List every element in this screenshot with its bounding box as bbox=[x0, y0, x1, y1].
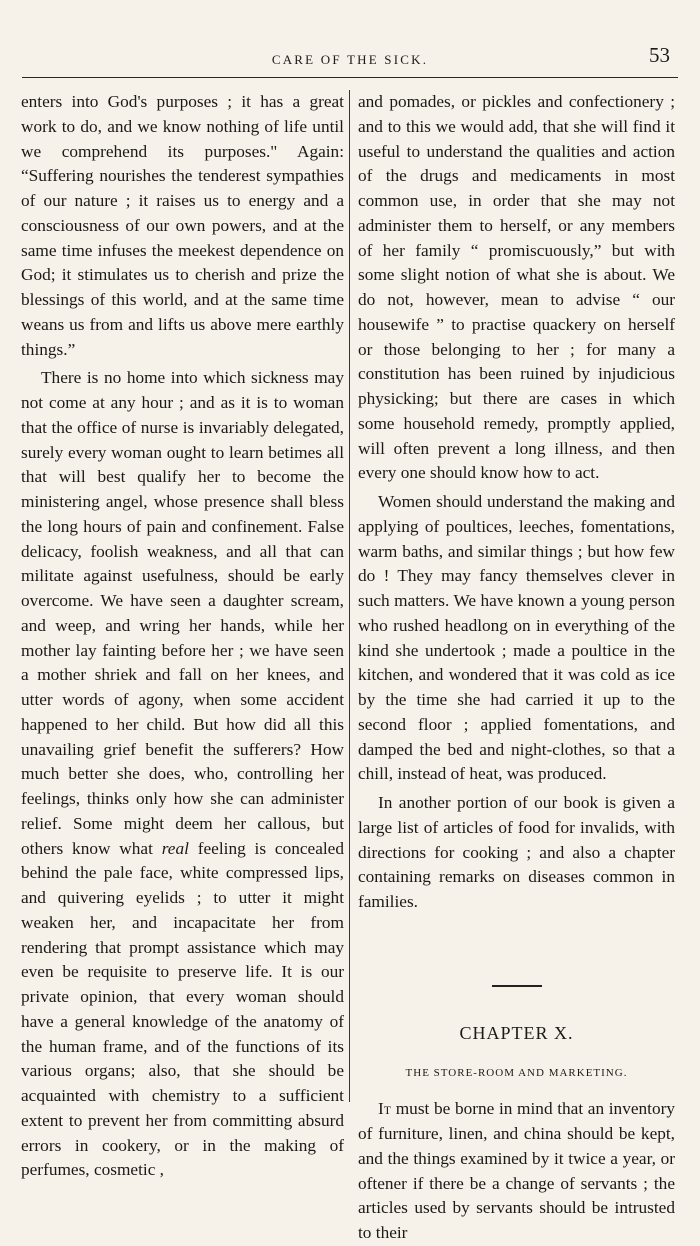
right-paragraph-4 bbox=[358, 1097, 675, 1246]
right-column bbox=[358, 90, 675, 1246]
left-paragraph-2 bbox=[21, 366, 344, 1183]
right-paragraph-4-text: must be borne in mind that an inventory of furniture, linen, and china should be kept, and the things examined by it twice a year, or oftener if there be a change of servants ; the articles used by servants should be intrusted to their bbox=[358, 1099, 675, 1242]
chapter-subtitle: THE STORE-ROOM AND MARKETING. bbox=[405, 1066, 628, 1079]
right-paragraph-1: and pomades, or pickles and confectionery ; and to this we would add, that she will find it useful to understand the qualities and action of the drugs and medicaments in most common use, in order that she may not administer them to herself, or any members of her family “ promiscuously,” but with some slight notion of what she is about. We do not, however, mean to advise “ our housewife ” to practise quackery on herself or those belonging to her ; for many a constitution has been ruined by injudicious physicking; but there are cases in which some household remedy, promptly applied, will often prevent a long illness, and then every one should know how to act. bbox=[358, 92, 675, 483]
right-paragraph-3: In another portion of our book is given a large list of articles of food for invalids, with directions for cooking ; and also a chapter containing remarks on diseases common in families. bbox=[358, 793, 675, 911]
opening-word: It bbox=[378, 1099, 392, 1119]
right-paragraph-2: Women should understand the making and applying of poultices, leeches, fomentations, warm baths, and similar things ; but how few do ! They may fancy themselves clever in such matters. We have known a young person who rushed headlong on in everything of the kind she undertook ; made a poultice in the kitchen, and wondered that it was cold as ice by the time she had carried it up to the second floor ; applied fomentations, and damped the bed and night-clothes, so that a chill, instead of heat, was produced. bbox=[358, 492, 675, 784]
left-column bbox=[21, 90, 344, 1183]
emphasis-real: real bbox=[161, 838, 189, 858]
left-paragraph-1: enters into God's purposes ; it has a great work to do, and we know nothing of life until we comprehend its purposes." Again: “Suffering nourishes the tenderest sympathies of our nature ; it raises us to energy and a consciousness of our own powers, and at the same time infuses the meekest dependence on God; it stimulates us to cherish and prize the blessings of this world, and at the same time weans us from and lifts us above mere earthly things.” bbox=[21, 92, 344, 359]
page-header bbox=[22, 0, 678, 78]
running-head: CARE OF THE SICK. bbox=[271, 52, 429, 67]
header-rule bbox=[22, 77, 678, 78]
page-number: 53 bbox=[649, 43, 670, 67]
chapter-title: CHAPTER X. bbox=[459, 1022, 574, 1043]
section-rule bbox=[492, 985, 542, 987]
left-paragraph-2-part-b: feeling is concealed behind the pale face, white compressed lips, and quivering eyelids ; to utter it might weaken her, and incapacitate her from rendering that prompt assistance which may even be requisite to preserve life. It is our private opinion, that every woman should have a general knowledge of the anatomy of the human frame, and of the functions of its various organs; also, that she should be acquainted with chemistry to a sufficient extent to prevent her from committing absurd errors in cookery, or in the making of perfumes, cosmetic , bbox=[21, 838, 344, 1180]
left-paragraph-2-part-a: There is no home into which sickness may not come at any hour ; and as it is to woman that the office of nurse is invariably delegated, surely every woman ought to learn betimes all that will best qualify her to become the ministering angel, whose presence shall bless the long hours of pain and confinement. False delicacy, foolish weakness, and all that can militate against usefulness, should be early overcome. We have seen a daughter scream, and weep, and wring her hands, while her mother lay fainting before her ; we have seen a mother shriek and fall on her knees, and utter words of agony, when some accident happened to her child. But how did all this unavailing grief benefit the sufferers? How much better she does, who, controlling her feelings, thinks only how she can administer relief. Some might deem her callous, but others know what bbox=[21, 368, 344, 858]
column-divider bbox=[349, 90, 350, 1102]
